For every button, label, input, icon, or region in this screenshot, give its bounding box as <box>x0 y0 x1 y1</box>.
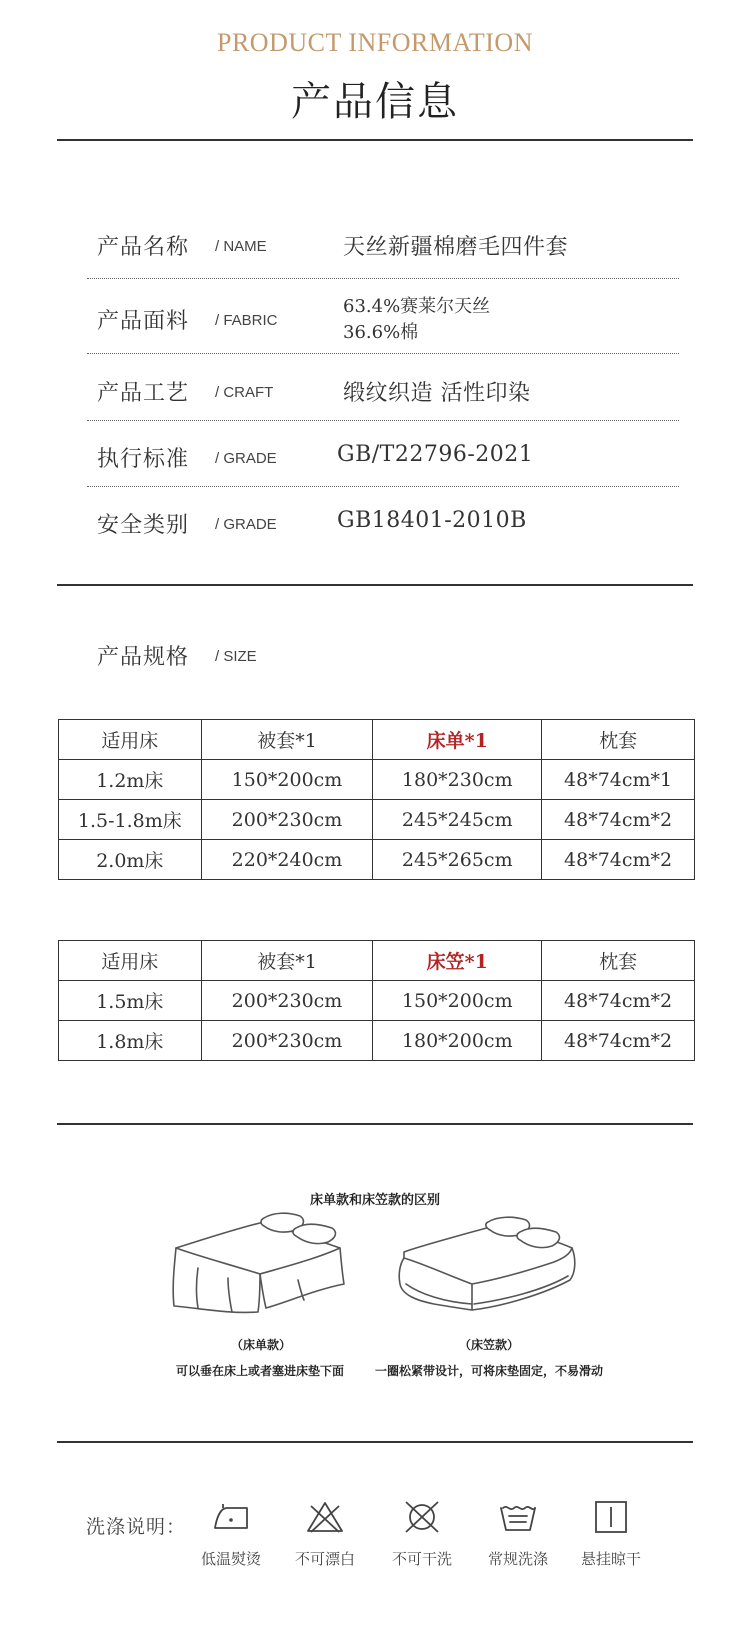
table-cell: 200*230cm <box>201 1021 373 1061</box>
wash-text: 常规洗涤 <box>487 1550 548 1568</box>
table-row <box>59 840 695 880</box>
fitted-sheet-caption: （床笠款） <box>458 1338 519 1352</box>
table-cell: 245*265cm <box>373 840 542 880</box>
table-cell: 200*230cm <box>201 981 373 1021</box>
info-label-craft: 产品工艺 <box>97 381 190 406</box>
wash-item-hang <box>561 1500 661 1569</box>
info-value-safety: GB18401-2010B <box>337 508 527 533</box>
size-label: 产品规格 <box>97 645 190 670</box>
table-header-cell: 枕套 <box>542 720 695 760</box>
wash-text: 不可干洗 <box>391 1550 452 1568</box>
divider <box>57 139 693 141</box>
table-cell: 2.0m床 <box>59 840 202 880</box>
wash-item-dry-clean <box>372 1500 472 1569</box>
table-header-cell-highlight: 床单*1 <box>373 720 542 760</box>
table-cell: 48*74cm*2 <box>542 1021 695 1061</box>
fitted-sheet-description: 一圈松紧带设计，可将床垫固定，不易滑动 <box>374 1364 603 1378</box>
table-cell: 180*200cm <box>373 1021 542 1061</box>
dotted-divider <box>87 420 679 421</box>
table-cell: 48*74cm*2 <box>542 800 695 840</box>
table-header-row <box>59 720 695 760</box>
info-en-grade: / GRADE <box>215 450 277 467</box>
table-cell: 1.8m床 <box>59 1021 202 1061</box>
table-row <box>59 981 695 1021</box>
header-title-zh: 产品信息 <box>291 79 459 125</box>
flat-sheet-caption: （床单款） <box>230 1338 291 1352</box>
table-row <box>59 1021 695 1061</box>
info-label-safety: 安全类别 <box>97 513 190 538</box>
wash-text: 悬挂晾干 <box>580 1550 641 1568</box>
info-en-craft: / CRAFT <box>215 384 274 401</box>
wash-label: 洗涤说明： <box>86 1516 187 1538</box>
table-header-cell: 适用床 <box>59 720 202 760</box>
wash-text: 不可漂白 <box>294 1550 355 1568</box>
hang-dry-icon <box>591 1500 631 1534</box>
table-cell: 1.2m床 <box>59 760 202 800</box>
table-cell: 1.5m床 <box>59 981 202 1021</box>
wash-text: 低温熨烫 <box>200 1550 261 1568</box>
info-label-fabric: 产品面料 <box>97 309 190 334</box>
size-en: / SIZE <box>215 648 257 665</box>
info-value-grade: GB/T22796-2021 <box>337 442 534 467</box>
info-value-fabric-1: 63.4%赛莱尔天丝 <box>343 296 491 317</box>
no-bleach-icon <box>305 1500 345 1534</box>
table-cell: 200*230cm <box>201 800 373 840</box>
info-label-grade: 执行标准 <box>97 447 190 472</box>
size-table-fitted <box>58 940 695 1061</box>
divider <box>57 1441 693 1443</box>
info-en-fabric: / FABRIC <box>215 312 278 329</box>
table-row <box>59 800 695 840</box>
wash-item-iron <box>181 1500 281 1569</box>
table-cell: 48*74cm*2 <box>542 840 695 880</box>
no-dry-clean-icon <box>402 1500 442 1534</box>
info-en-safety: / GRADE <box>215 516 277 533</box>
table-cell: 245*245cm <box>373 800 542 840</box>
size-table-sheet <box>58 719 695 880</box>
divider <box>57 584 693 586</box>
fitted-sheet-illustration <box>394 1210 584 1318</box>
info-value-name: 天丝新疆棉磨毛四件套 <box>343 235 569 260</box>
wash-item-wash <box>468 1500 568 1569</box>
flat-sheet-illustration <box>168 1208 354 1318</box>
table-cell: 150*200cm <box>373 981 542 1021</box>
diagram-title: 床单款和床笠款的区别 <box>309 1193 440 1208</box>
table-header-cell: 枕套 <box>542 941 695 981</box>
iron-low-icon <box>211 1500 251 1534</box>
table-header-cell: 被套*1 <box>201 941 373 981</box>
table-cell: 48*74cm*2 <box>542 981 695 1021</box>
info-value-fabric-2: 36.6%棉 <box>343 322 419 343</box>
table-header-cell-highlight: 床笠*1 <box>373 941 542 981</box>
dotted-divider <box>87 278 679 279</box>
table-cell: 48*74cm*1 <box>542 760 695 800</box>
table-cell: 1.5-1.8m床 <box>59 800 202 840</box>
header-title-en: PRODUCT INFORMATION <box>216 28 533 57</box>
normal-wash-icon <box>498 1500 538 1534</box>
wash-item-bleach <box>275 1500 375 1569</box>
table-cell: 180*230cm <box>373 760 542 800</box>
dotted-divider <box>87 353 679 354</box>
table-header-cell: 被套*1 <box>201 720 373 760</box>
info-label-name: 产品名称 <box>97 235 190 260</box>
table-header-cell: 适用床 <box>59 941 202 981</box>
table-cell: 150*200cm <box>201 760 373 800</box>
table-header-row <box>59 941 695 981</box>
info-en-name: / NAME <box>215 238 267 255</box>
dotted-divider <box>87 486 679 487</box>
table-cell: 220*240cm <box>201 840 373 880</box>
divider <box>57 1123 693 1125</box>
info-value-craft: 缎纹织造 活性印染 <box>343 381 531 406</box>
table-row <box>59 760 695 800</box>
flat-sheet-description: 可以垂在床上或者塞进床垫下面 <box>175 1364 344 1378</box>
